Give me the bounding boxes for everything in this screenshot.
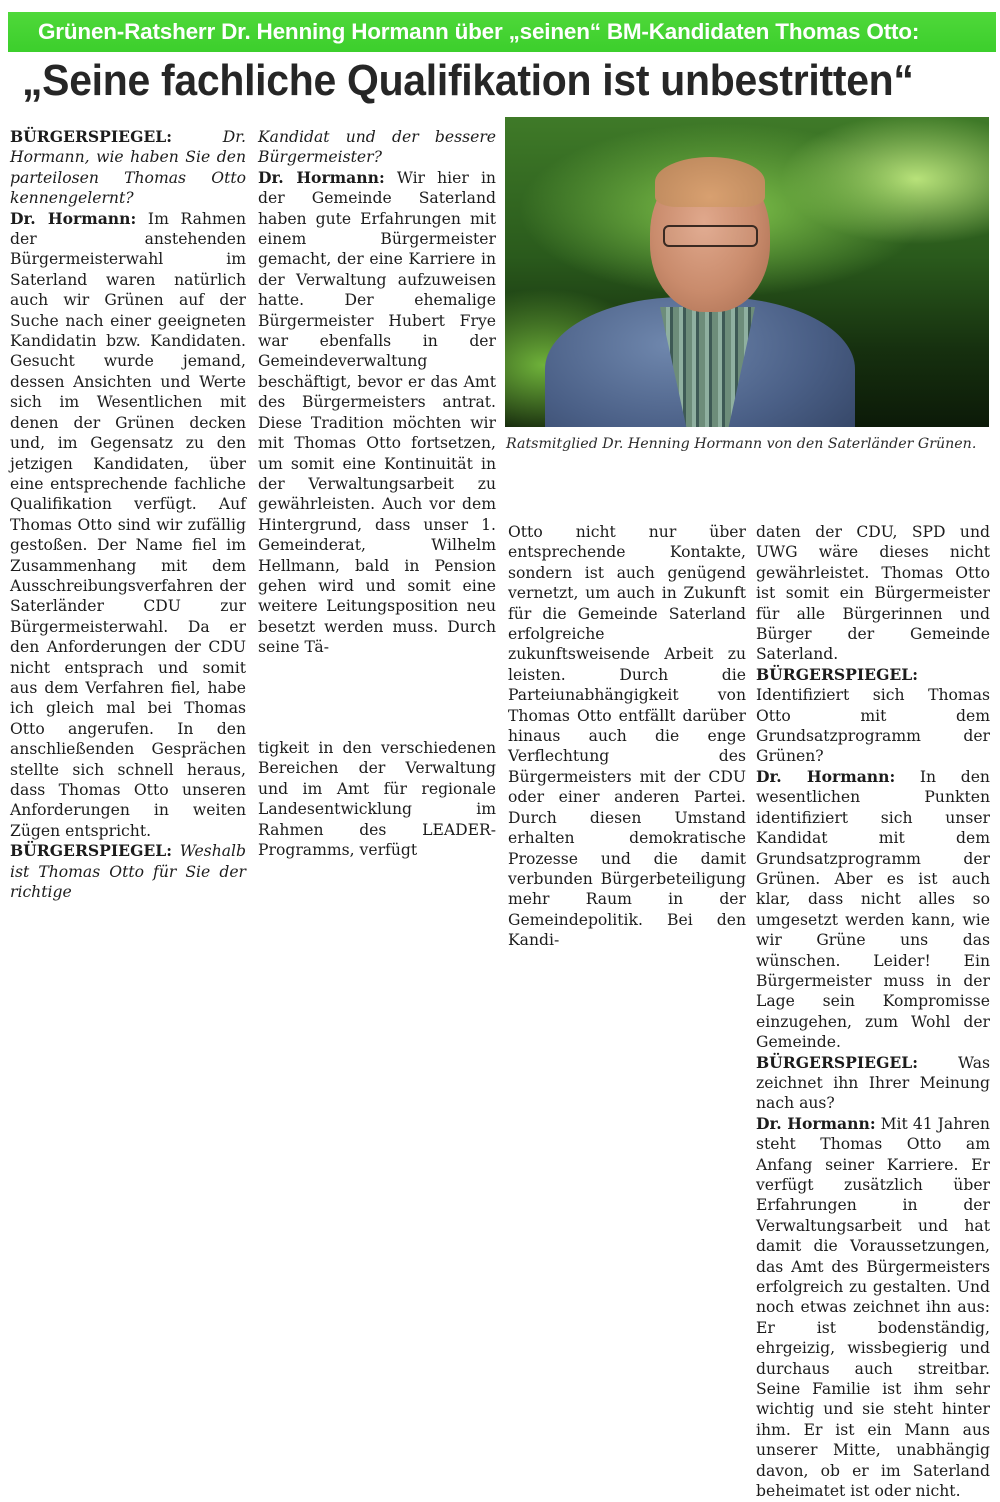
article-column-2-top [258, 127, 496, 658]
kicker-banner [8, 12, 996, 52]
question-2 [10, 841, 246, 902]
photo-glasses [663, 225, 758, 247]
photo-hair [655, 157, 765, 207]
interviewee-label: Dr. Hormann: [258, 167, 385, 187]
question-2-continued: Kandidat und der bessere Bürgermeister? [258, 128, 496, 167]
question-3 [756, 665, 990, 767]
kicker-text: Grünen-Ratsherr Dr. Henning Hormann über „seinen“ BM-Kandidaten Thomas Otto: [38, 19, 920, 44]
answer-2-end: daten der CDU, SPD und UWG wäre dieses nicht gewährleistet. Thomas Otto ist somit ein Bürgermeister für alle Bürgerinnen und Bürger der Gemeinde Saterland. [756, 523, 990, 664]
answer-3 [756, 767, 990, 1053]
answer-text: Im Rahmen der anstehenden Bürgermeisterwahl im Saterland waren natürlich auch wir Grünen auf der Suche nach einer geeigneten Kandidatin bzw. Kandidaten. Gesucht wurde jemand, dessen Ansichten und Werte sich im Wesentlichen mit denen der Grünen decken und, im Gegensatz zu den jetzigen Kandidaten, über eine entsprechende fachliche Qualifikation verfügt. Auf Thomas Otto sind wir zufällig gestoßen. Der Name fiel im Zusammenhang mit dem Ausschreibungsverfahren der Saterländer CDU zur Bürgermeisterwahl. Da er den Anforderungen der CDU nicht entsprach und somit aus dem Verfahren fiel, habe ich gleich mal bei Thomas Otto angerufen. In den anschließenden Gesprächen stellte sich schnell heraus, dass Thomas Otto unseren Anforderungen in weiten Zügen entspricht. [10, 209, 246, 840]
answer-4 [756, 1114, 990, 1502]
interviewee-label: Dr. Hormann: [10, 208, 137, 228]
answer-1 [10, 209, 246, 842]
article-column-4 [756, 522, 990, 1502]
portrait-photo [505, 117, 989, 427]
question-text: Was zeichnet ihn Ihrer Meinung nach aus? [756, 1053, 990, 1113]
answer-2-continued: Otto nicht nur über entsprechende Kontakte, sondern ist auch genügend vernetzt, um auch in Zukunft für die Gemeinde Saterland erfolgreiche zukunftsweisende Arbeit zu leisten. Durch die Parteiunabhängigkeit von Thomas Otto entfällt darüber hinaus auch die enge Verflechtung des Bürgermeisters mit der CDU oder einer anderen Partei. Durch diesen Umstand erhalten demokratische Prozesse und die damit verbunden Bürgerbeteiligung mehr Raum in der Gemeindepolitik. Bei den Kandi- [508, 523, 746, 950]
interviewer-label: BÜRGERSPIEGEL: [10, 127, 172, 146]
question-text: Dr. Hormann, wie haben Sie den parteilosen Thomas Otto kennengelernt? [10, 128, 246, 208]
article-column-1 [10, 127, 246, 902]
page-title: „Seine fachliche Qualifikation ist unbestritten“ [22, 56, 914, 105]
answer-text: In den wesentlichen Punkten identifiziert sich unser Kandidat mit dem Grundsatzprogramm der Grünen. Aber es ist auch klar, dass nicht alles so umgesetzt werden kann, wie wir Grüne uns das wünschen. Leider! Ein Bürgermeister muss in der Lage sein Kompromisse einzugehen, zum Wohl der Gemeinde. [756, 767, 990, 1052]
answer-2 [258, 168, 496, 658]
photo-caption: Ratsmitglied Dr. Henning Hormann von den Saterländer Grünen. [506, 436, 977, 452]
article-column-3 [508, 522, 746, 951]
interviewer-label: BÜRGERSPIEGEL: [756, 664, 918, 684]
answer-text: Mit 41 Jahren steht Thomas Otto am Anfang seiner Karriere. Er verfügt zusätzlich über Erfahrungen in der Verwaltungsarbeit und hat damit die Voraussetzungen, das Amt des Bürgermeisters erfolgreich zu gestalten. Und noch etwas zeichnet ihn aus: Er ist bodenständig, ehrgeizig, wissbegierig und durchaus auch streitbar. Seine Familie ist ihm sehr wichtig und sie steht hinter ihm. Er ist ein Mann aus unserer Mitte, unabhängig davon, ob er im Saterland beheimatet ist oder nicht. [756, 1114, 990, 1501]
answer-text: Wir hier in der Gemeinde Saterland haben gute Erfahrungen mit einem Bürgermeister gemacht, der eine Karriere in der Verwaltung aufzuweisen hatte. Der ehemalige Bürgermeister Hubert Frye war ebenfalls in der Gemeindeverwaltung beschäftigt, bevor er das Amt des Bürgermeisters antrat. Diese Tradition möchten wir mit Thomas Otto fortsetzen, um somit eine Kontinuität in der Verwaltungsarbeit zu gewährleisten. Auch vor dem Hintergrund, dass unser 1. Gemeinderat, Wilhelm Hellmann, bald in Pension gehen wird und somit eine weitere Leitungsposition neu besetzt werden muss. Durch seine Tä- [258, 168, 496, 657]
article-column-2-bottom [258, 738, 496, 860]
interviewer-label: BÜRGERSPIEGEL: [756, 1052, 918, 1072]
interviewee-label: Dr. Hormann: [756, 1113, 876, 1133]
question-1 [10, 127, 246, 209]
interviewee-label: Dr. Hormann: [756, 766, 896, 786]
question-text: Weshalb ist Thomas Otto für Sie der richtige [10, 842, 246, 902]
question-text: Identifiziert sich Thomas Otto mit dem Grundsatzprogramm der Grünen? [756, 686, 990, 766]
answer-2-continued: tigkeit in den verschiedenen Bereichen der Verwaltung und im Amt für regionale Landesentwicklung im Rahmen des LEADER-Programms, verfügt [258, 739, 496, 860]
question-4 [756, 1053, 990, 1114]
interviewer-label: BÜRGERSPIEGEL: [10, 841, 172, 861]
